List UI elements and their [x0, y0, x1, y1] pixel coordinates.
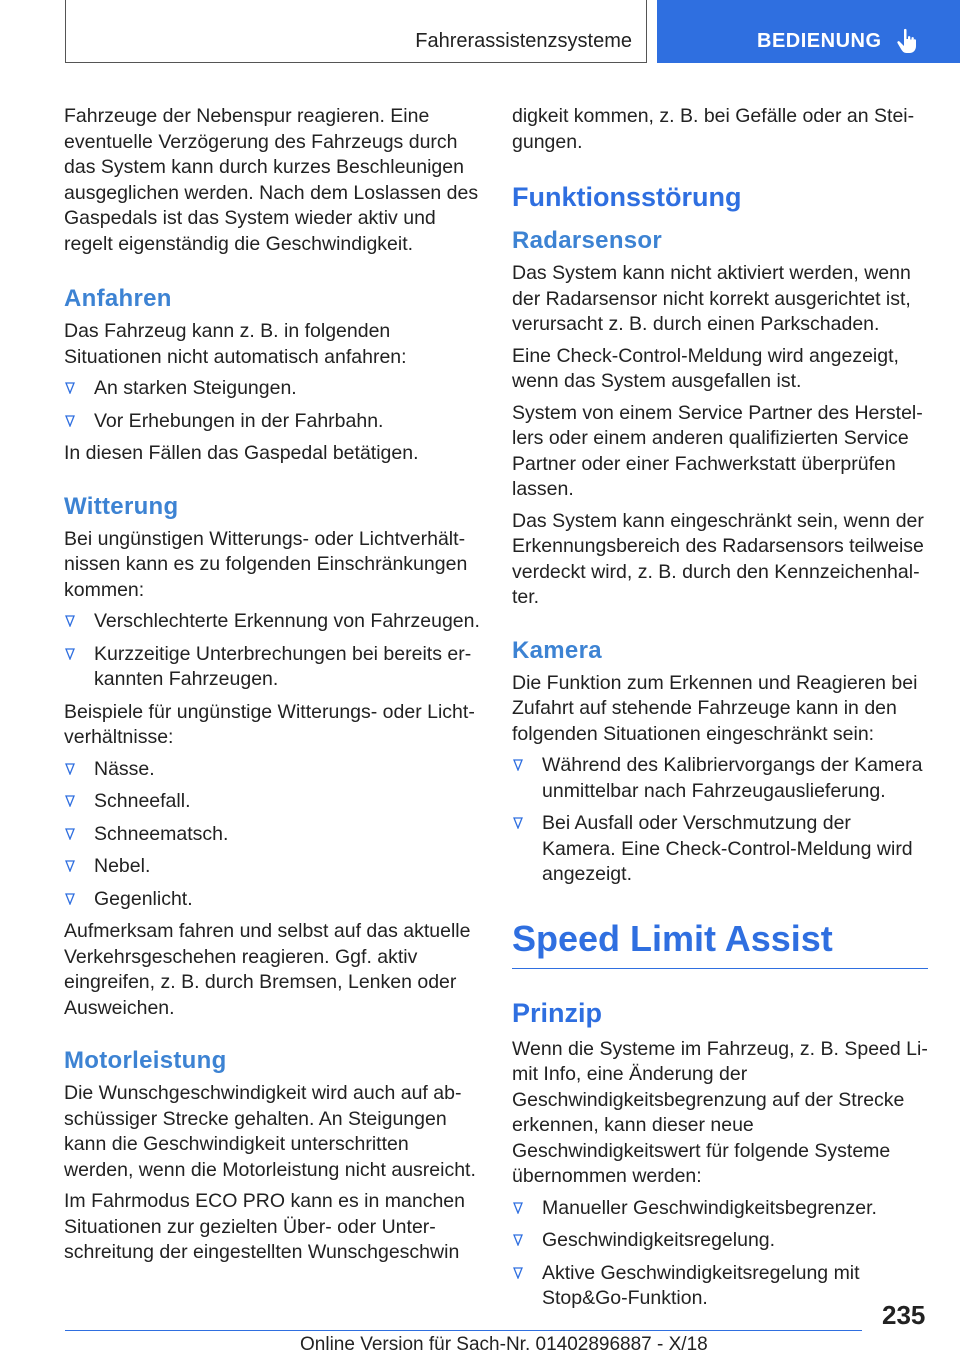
triangle-bullet-icon [65, 893, 75, 905]
list-item [64, 789, 480, 815]
list-item [512, 1261, 928, 1312]
list-item [512, 1228, 928, 1254]
paragraph: System von einem Service Partner des Herstellers oder einem anderen qualifizierten Service Partner oder einer Fachwerkstatt überprüfen lassen. [512, 401, 923, 500]
paragraph: Die Wunschgeschwindigkeit wird auch auf abschüssiger Strecke gehalten. An Steigungen kann die Geschwindigkeit unterschritten werden, wenn die Motorleistung nicht ausreicht. [64, 1082, 476, 1181]
list-item [64, 854, 480, 880]
list-witterung [64, 609, 480, 693]
triangle-bullet-icon [65, 763, 75, 775]
triangle-bullet-icon [513, 759, 523, 771]
paragraph: Bei ungünstigen Witterungs- oder Lichtverhältnissen kann es zu folgenden Einschränkungen kommen: [64, 527, 468, 601]
paragraph: Das System kann eingeschränkt sein, wenn der Erkennungsbereich des Radarsensors teilweise verdeckt wird, z. B. durch den Kennzeichenhalter. [512, 509, 924, 608]
section-tab[interactable] [657, 0, 960, 63]
paragraph: Wenn die Systeme im Fahrzeug, z. B. Speed Limit Info, eine Änderung der Geschwindigkeitsbegrenzung auf der Strecke erkennen, kann dieser neue Geschwindigkeitswert für folgende Systeme übernommen werden: [512, 1037, 928, 1187]
list-item [512, 1196, 928, 1222]
paragraph: Im Fahrmodus ECO PRO kann es in manchen Situationen zur gezielten Über- oder Unterschreitung der eingestellten Wunschgeschwin [64, 1190, 465, 1263]
paragraph: Die Funktion zum Erkennen und Reagieren bei Zufahrt auf stehende Fahrzeuge kann in den folgenden Situationen eingeschränkt sein: [512, 671, 918, 745]
triangle-bullet-icon [65, 648, 75, 660]
list-item [512, 753, 928, 804]
hand-pointer-icon [895, 28, 919, 54]
list-item-text: Gegenlicht. [94, 887, 193, 910]
triangle-bullet-icon [65, 860, 75, 872]
list-item-text: Geschwindigkeitsregelung. [542, 1229, 776, 1251]
page-number: 235 [882, 1300, 926, 1330]
list-item [64, 376, 480, 402]
list-item [64, 609, 480, 635]
heading-anfahren: Anfahren [64, 285, 172, 312]
triangle-bullet-icon [65, 795, 75, 807]
triangle-bullet-icon [65, 415, 75, 427]
list-item [64, 822, 480, 848]
list-item-text: Schneefall. [94, 790, 191, 812]
list-item-text: Vor Erhebungen in der Fahrbahn. [94, 409, 384, 432]
paragraph: Das Fahrzeug kann z. B. in folgenden Situationen nicht automatisch anfahren: [64, 320, 407, 368]
triangle-bullet-icon [513, 817, 523, 829]
list-item-text: Manueller Geschwindigkeitsbegrenzer. [542, 1196, 877, 1219]
triangle-bullet-icon [65, 828, 75, 840]
paragraph: Das System kann nicht aktiviert werden, wenn der Radarsensor nicht korrekt ausgerichtet ist, verursacht z. B. durch einen Parkschaden. [512, 262, 911, 335]
list-item-text: Aktive Geschwindigkeitsregelung mit Stop&Go-Funktion. [542, 1261, 860, 1309]
header-box [65, 0, 647, 63]
paragraph: In diesen Fällen das Gaspedal betätigen. [64, 442, 419, 464]
list-item-text: Schneematsch. [94, 822, 229, 845]
list-item-text: Kurzzeitige Unterbrechungen bei bereits erkannten Fahrzeugen. [94, 642, 472, 690]
list-item [64, 757, 480, 783]
list-item [64, 887, 480, 913]
paragraph: Aufmerksam fahren und selbst auf das aktuelle Verkehrsgeschehen reagieren. Ggf. aktiv eingreifen, z. B. durch Bremsen, Lenken oder Ausweichen. [64, 920, 471, 1019]
list-item-text: Verschlechterte Erkennung von Fahrzeugen. [94, 610, 480, 632]
list-item [512, 811, 928, 888]
paragraph: Fahrzeuge der Nebenspur reagieren. Eine eventuelle Verzögerung des Fahrzeugs durch das System kann durch kurzes Beschleunigen ausgeglichen werden. Nach dem Loslassen des Gaspedals ist das System wieder aktiv und regelt eigenständig die Geschwindigkeit. [64, 105, 479, 255]
list-prinzip [512, 1196, 928, 1312]
heading-radarsensor: Radarsensor [512, 227, 663, 254]
list-anfahren [64, 376, 480, 434]
triangle-bullet-icon [65, 382, 75, 394]
heading-motorleistung: Motorleistung [64, 1047, 227, 1074]
heading-funktionsstoerung: Funktionsstörung [512, 182, 742, 212]
chapter-title: Fahrerassistenzsysteme [415, 30, 632, 52]
heading-witterung: Witterung [64, 492, 179, 520]
triangle-bullet-icon [513, 1234, 523, 1246]
paragraph: Eine Check-Control-Meldung wird angezeigt, wenn das System ausgefallen ist. [512, 344, 899, 392]
section-tab-label: BEDIENUNG [757, 30, 882, 52]
triangle-bullet-icon [513, 1267, 523, 1279]
list-item-text: Während des Kalibriervorgangs der Kamera unmittelbar nach Fahrzeugauslieferung. [542, 754, 923, 802]
list-item-text: An starken Steigungen. [94, 377, 297, 399]
list-item-text: Bei Ausfall oder Verschmutzung der Kamera. Eine Check-Control-Meldung wird angezeigt. [542, 812, 913, 885]
paragraph: Beispiele für ungünstige Witterungs- oder Lichtverhältnisse: [64, 700, 475, 748]
list-item-text: Nebel. [94, 855, 151, 877]
list-item [64, 642, 480, 693]
list-item-text: Nässe. [94, 757, 155, 780]
paragraph: digkeit kommen, z. B. bei Gefälle oder an Steigungen. [512, 105, 915, 153]
list-kamera [512, 753, 928, 888]
right-column [512, 104, 928, 1319]
list-item [64, 409, 480, 435]
left-column [64, 104, 480, 1272]
heading-prinzip: Prinzip [512, 997, 603, 1028]
heading-speed-limit-assist: Speed Limit Assist [512, 918, 928, 969]
triangle-bullet-icon [513, 1202, 523, 1214]
list-examples [64, 757, 480, 913]
footer-text: Online Version für Sach-Nr. 01402896887 - X/18 [300, 1334, 708, 1355]
heading-kamera: Kamera [512, 636, 602, 664]
triangle-bullet-icon [65, 615, 75, 627]
footer-divider [65, 1330, 862, 1331]
